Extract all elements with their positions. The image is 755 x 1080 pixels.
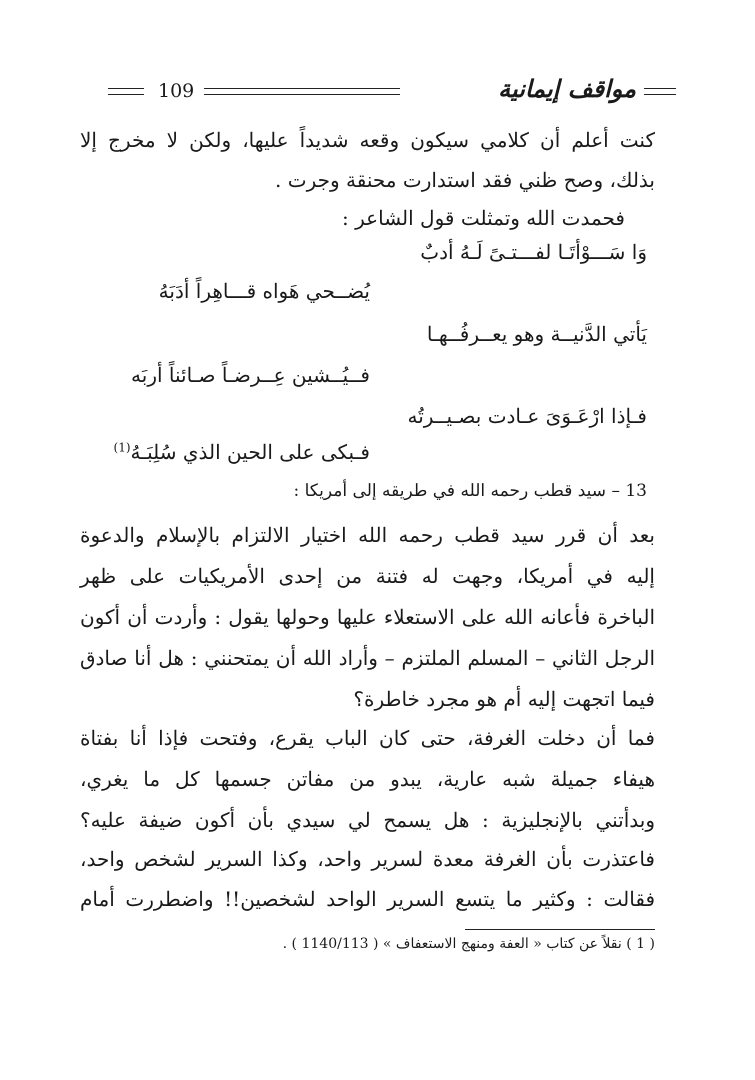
header-rule bbox=[108, 88, 144, 95]
body-line: فقالت : وكثير ما يتسع السرير الواحد لشخصين!! واضطررت أمام bbox=[80, 887, 655, 911]
body-line: بعد أن قرر سيد قطب رحمه الله اختيار الالتزام بالإسلام والدعوة bbox=[80, 523, 655, 547]
body-line: الرجل الثاني – المسلم الملتزم – وأراد الله أن يمتحنني : هل أنا صادق bbox=[80, 646, 655, 670]
poem-verse: يُضــحي هَواه قـــاهِراً أدَبَهُ bbox=[158, 279, 370, 303]
footnote-separator bbox=[465, 929, 655, 930]
footnote: ( 1 ) نقلاً عن كتاب « العفة ومنهج الاستعفاف » ( 1140/113 ) . bbox=[282, 936, 655, 952]
header-rule bbox=[204, 88, 400, 95]
header-rule bbox=[644, 88, 676, 95]
body-line: الباخرة فأعانه الله على الاستعلاء عليها وحولها يقول : وأردت أن أكون bbox=[80, 605, 655, 629]
poem-verse-text: فـبكى على الحين الذي سُلِبَـهُ bbox=[130, 440, 370, 464]
body-line: فيما اتجهت إليه أم هو مجرد خاطرة؟ bbox=[353, 687, 655, 711]
poem-verse bbox=[114, 440, 370, 464]
section-heading: 13 – سيد قطب رحمه الله في طريقه إلى أمريكا : bbox=[293, 481, 647, 501]
poem-verse: يَأتي الدَّنيــة وهو يعــرفُــهـا bbox=[426, 322, 647, 346]
body-line: وبدأتني بالإنجليزية : هل يسمح لي سيدي بأن أكون ضيفة عليه؟ bbox=[80, 808, 655, 832]
poem-verse: وَا سَـــوْأتَـا لفـــتـىً لَـهُ أدبٌ bbox=[420, 240, 647, 264]
poem-verse: فــيُــشين عِــرضـاً صـائناً أربَه bbox=[131, 363, 370, 387]
body-line: فاعتذرت بأن الغرفة معدة لسرير واحد، وكذا السرير لشخص واحد، bbox=[80, 847, 655, 871]
page-number: 109 bbox=[158, 80, 195, 102]
body-line: فما أن دخلت الغرفة، حتى كان الباب يقرع، وفتحت فإذا أنا بفتاة bbox=[80, 726, 655, 750]
poem-verse: فـإذا ارْعَـوَىَ عـادت بصـيــرتُه bbox=[407, 404, 647, 428]
body-line: كنت أعلم أن كلامي سيكون وقعه شديداً عليها، ولكن لا مخرج إلا bbox=[80, 128, 655, 152]
body-line: إليه في أمريكا، وجهت له فتنة من إحدى الأمريكيات على ظهر bbox=[80, 564, 655, 588]
page-header bbox=[108, 72, 676, 112]
body-line: هيفاء جميلة شبه عارية، يبدو من مفاتن جسمها كل ما يغري، bbox=[80, 767, 655, 791]
body-line: فحمدت الله وتمثلت قول الشاعر : bbox=[342, 206, 625, 230]
book-title: مواقف إيمانية bbox=[498, 74, 636, 103]
footnote-reference: (1) bbox=[113, 440, 131, 455]
body-line: بذلك، وصح ظني فقد استدارت محنقة وجرت . bbox=[275, 168, 655, 192]
